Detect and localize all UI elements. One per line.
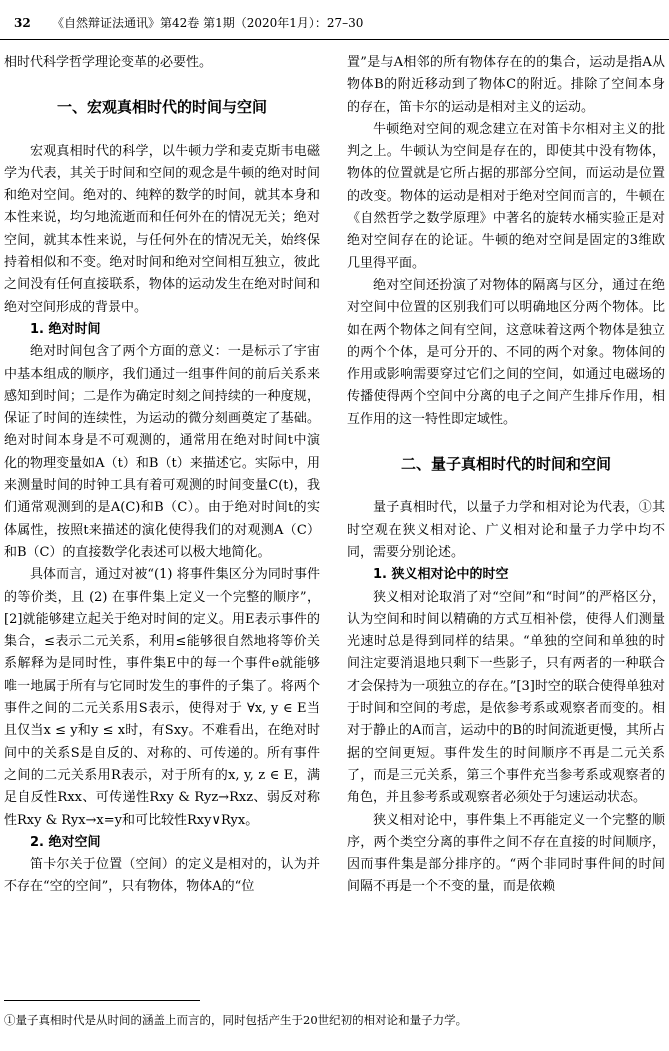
paragraph: 绝对空间还扮演了对物体的隔离与区分，通过在绝对空间中位置的区别我们可以明确地区分两个物体。比如在两个物体之间有空间，这意味着这两个物体是独立的两个个体，是可分开的、不同的两个对象。物体间的作用或影响需要穿过它们之间的空间，如通过电磁场的传播使得两个空间中分离的电子之间产生排斥作用，相互作用的这一特性即定域性。 (347, 277, 665, 427)
paragraph: 狭义相对论中，事件集上不再能定义一个完整的顺序，两个类空分离的事件之间不存在直接的时间顺序，因而事件集是部分排序的。“两个非同时事件间的时间间隔不再是一个不变的量，而是依赖 (347, 812, 665, 895)
paragraph: 绝对时间包含了两个方面的意义：一是标示了宇宙中基本组成的顺序，我们通过一组事件间的前后关系来感知到时间；二是作为确定时刻之间持续的一种度规，保证了时间的连续性，为运动的微分刻画奠定了基础。绝对时间本身是不可观测的，通常用在绝对时间t中演化的物理变量如A（t）和B（t）来描述它。实际中，用来测量时间的时钟工具有着可观测的时间变量C(t)，我们通常观测到的是A(C)和B（C）。由于绝对时间t的实体属性，按照t来描述的演化使得我们的对观测A（C）和B（C）的直接数学化表述可以极大地简化。 (4, 344, 320, 560)
paragraph: 牛顿绝对空间的观念建立在对笛卡尔相对主义的批判之上。牛顿认为空间是存在的，即使其中没有物体，物体的位置就是它所占据的那部分空间，而运动是位置的改变。物体的运动是相对于绝对空间而言的，牛顿在《自然哲学之数学原理》中著名的旋转水桶实验正是对绝对空间存在的论证。牛顿的绝对空间是固定的3维欧几里得平面。 (347, 121, 665, 271)
right-column (347, 52, 665, 899)
paragraph: 宏观真相时代的科学，以牛顿力学和麦克斯韦电磁学为代表，其关于时间和空间的观念是牛顿的绝对时间和绝对空间。绝对的、纯粹的数学的时间，就其本身和本性来说，均匀地流逝而和任何外在的情况无关；绝对空间，就其本性来说，与任何外在的情况无关，始终保持着相似和不变。绝对时间和绝对空间相互独立，彼此之间没有任何直接联系，物体的运动发生在绝对时间和绝对空间形成的背景中。 (4, 143, 320, 315)
subsection-heading: 2. 绝对空间 (30, 834, 101, 850)
section-heading: 二、量子真相时代的时间和空间 (400, 455, 611, 474)
paragraph: 狭义相对论取消了对“空间”和“时间”的严格区分，认为空间和时间以精确的方式互相补偿，使得人们测量光速时总是得到同样的结果。“单独的空间和单独的时间注定要消退地只剩下一些影子，只有两者的一种联合才会保持为一项独立的存在。”[3]时空的联合使得单独对于时间和空间的考虑，是依参考系或观察者而变的。相对于静止的A而言，运动中的B的时间流逝更慢，其所占据的空间更短。事件发生的时间顺序不再是二元关系了，而是三元关系，第三个事件充当参考系或观察者的角色，并且参考系或观察者必须处于匀速运动状态。 (347, 589, 665, 806)
header-rule (0, 39, 669, 40)
journal-citation: 《自然辩证法通讯》第42卷 第1期（2020年1月）：27–30 (52, 16, 364, 30)
page-number: 32 (14, 16, 31, 30)
paragraph: 具体而言，通过对被“(1) 将事件集区分为同时事件的等价类，且 (2) 在事件集上定义一个完整的顺序”，[2]就能够建立起关于绝对时间的定义。用E表示事件的集合，≤表示二元关系，利用≤能够很自然地将等价关系解释为是同时性，事件集E中的每一个事件e就能够唯一地属于所有与它同时发生的事件的子集了。将两个事件之间的二元关系用S表示，使得对于 ∀x, y ∈ E当且仅当x ≤ y和y ≤ x时，有Sxy。不难看出，在绝对时间中的关系S是自反的、对称的、可传递的。所有事件之间的二元关系用R表示，对于所有的x, y, z ∈ E，满足自反性Rxx、可传递性Rxy & Ryz→Rxz、弱反对称性Rxy & Ryx→x=y和可比较性Rxy∨Ryx。 (4, 567, 320, 828)
paragraph: 相时代科学哲学理论变革的必要性。 (4, 55, 213, 70)
footnote: ①量子真相时代是从时间的涵盖上而言的，同时包括产生于20世纪初的相对论和量子力学。 (4, 1013, 468, 1027)
paragraph: 量子真相时代，以量子力学和相对论为代表，①其时空观在狭义相对论、广义相对论和量子力学中均不同，需要分别论述。 (347, 500, 665, 560)
footnote-rule (4, 1000, 200, 1001)
running-header (14, 14, 654, 32)
paragraph: 置”是与A相邻的所有物体存在的的集合，运动是指A从物体B的附近移动到了物体C的附近。排除了空间本身的存在，笛卡尔的运动是相对主义的运动。 (347, 55, 665, 115)
paragraph: 笛卡尔关于位置（空间）的定义是相对的，认为并不存在“空的空间”，只有物体，物体A的“位 (4, 857, 320, 895)
subsection-heading: 1. 绝对时间 (30, 321, 101, 337)
section-heading: 一、宏观真相时代的时间与空间 (56, 98, 267, 117)
left-column (4, 52, 320, 899)
subsection-heading: 1. 狭义相对论中的时空 (373, 567, 509, 583)
